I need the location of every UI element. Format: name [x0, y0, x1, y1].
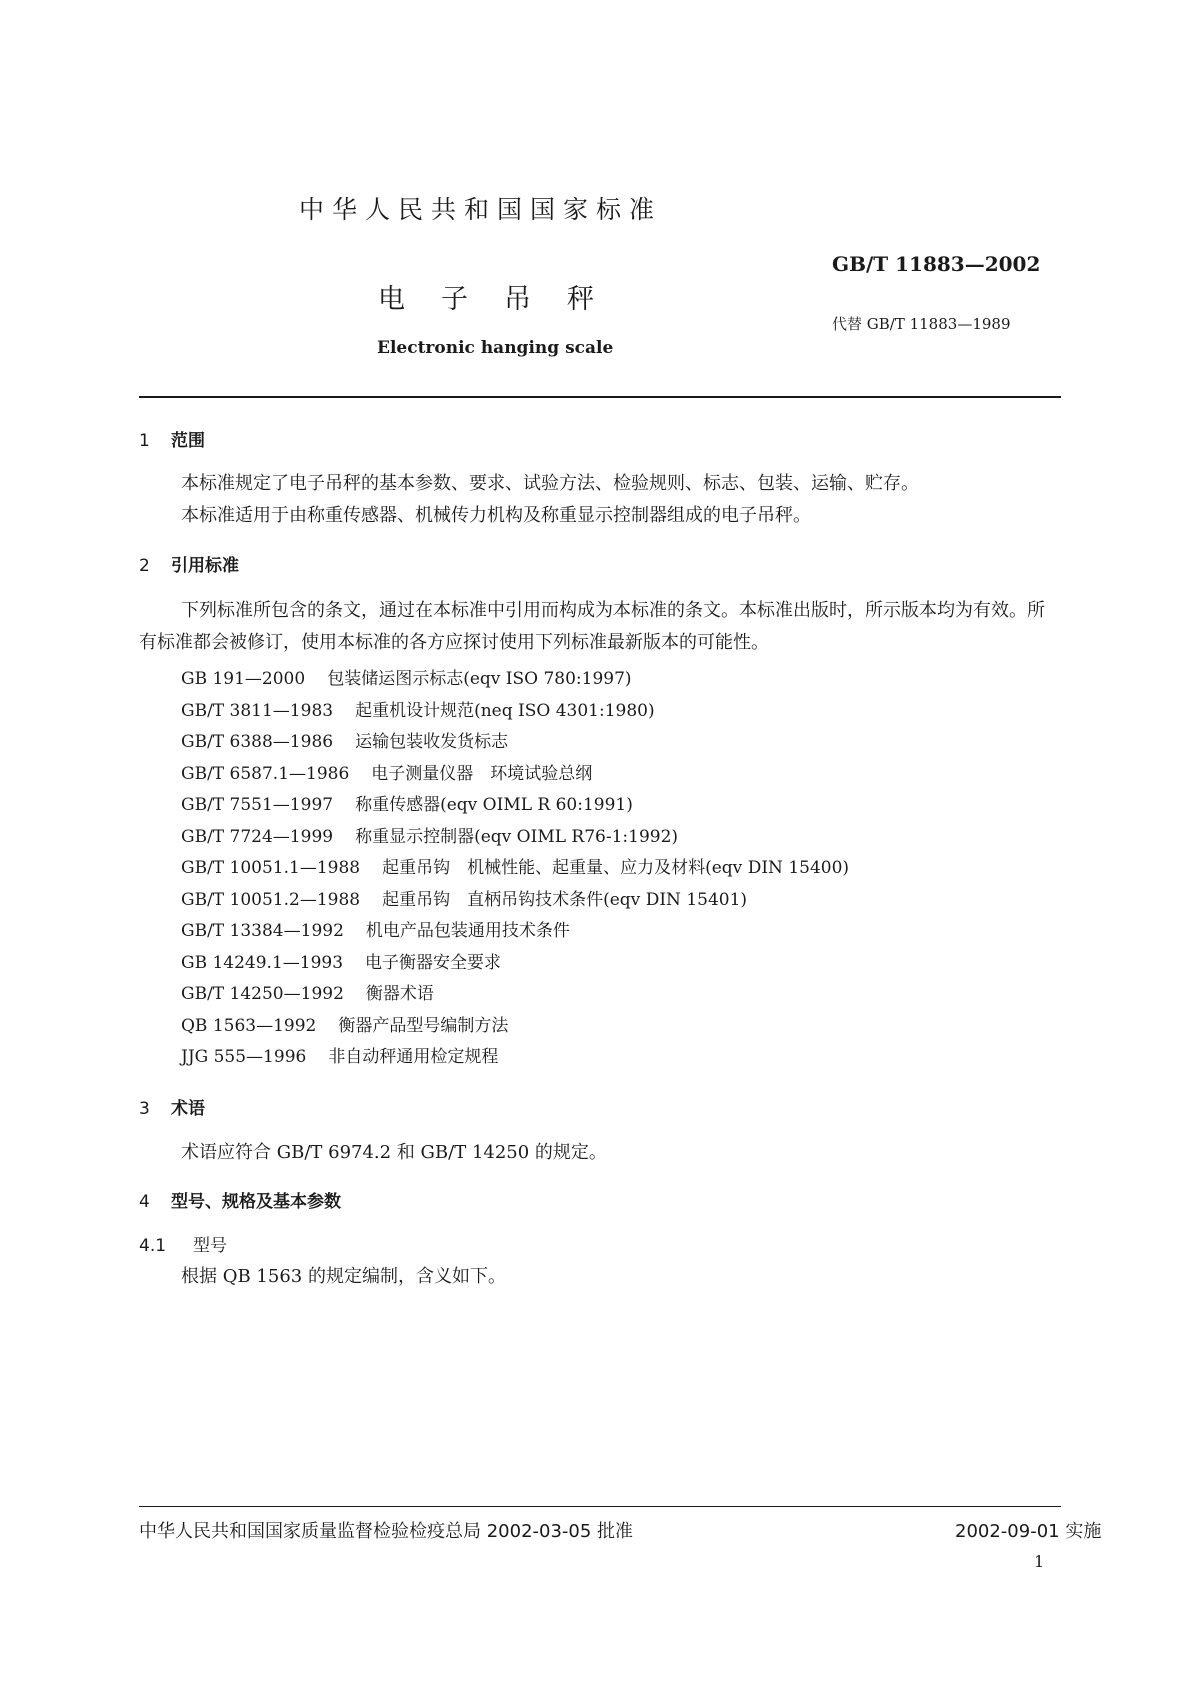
reference-code: JJG 555—1996: [181, 1047, 307, 1067]
reference-title: 称重传感器(eqv OIML R 60:1991): [355, 795, 633, 815]
reference-code: GB/T 10051.2—1988: [181, 890, 361, 910]
section-number: 1: [139, 431, 150, 451]
reference-title: 称重显示控制器(eqv OIML R76-1:1992): [355, 827, 679, 847]
approval-line: 中华人民共和国国家质量监督检验检疫总局 2002-03-05 批准: [139, 1521, 634, 1542]
reference-title: 衡器术语: [365, 984, 434, 1004]
reference-title: 包装储运图示标志(eqv ISO 780:1997): [327, 669, 632, 689]
reference-code: GB/T 3811—1983: [181, 701, 334, 721]
reference-item: [181, 1042, 498, 1067]
reference-code: GB/T 14250—1992: [181, 984, 344, 1004]
reference-code: GB/T 7551—1997: [181, 795, 334, 815]
section-title: 术语: [171, 1099, 205, 1119]
reference-title: 非自动秤通用检定规程: [328, 1047, 499, 1067]
reference-item: [181, 696, 655, 721]
section-number: 2: [139, 556, 150, 576]
standard-number: GB/T 11883—2002: [832, 252, 1041, 276]
section-3-heading: [139, 1094, 205, 1119]
reference-item: [181, 853, 849, 878]
reference-code: GB 14249.1—1993: [181, 953, 344, 973]
reference-item: [181, 727, 508, 752]
footer-divider: [139, 1506, 1061, 1507]
reference-code: GB 191—2000: [181, 669, 306, 689]
reference-item: [181, 948, 501, 973]
section-4-heading: [139, 1187, 341, 1212]
section-1-heading: [139, 426, 205, 451]
reference-code: QB 1563—1992: [181, 1016, 317, 1036]
section-number: 3: [139, 1099, 150, 1119]
reference-code: GB/T 6587.1—1986: [181, 764, 350, 784]
document-title-cn: 电子吊秤: [378, 284, 630, 315]
subsection-4-1-paragraph: 根据 QB 1563 的规定编制，含义如下。: [181, 1266, 506, 1287]
reference-code: GB/T 10051.1—1988: [181, 858, 361, 878]
reference-code: GB/T 6388—1986: [181, 732, 334, 752]
national-standard-heading: 中华人民共和国国家标准: [299, 195, 663, 224]
reference-code: GB/T 13384—1992: [181, 921, 344, 941]
section-title: 引用标准: [171, 556, 239, 576]
reference-item: [181, 1011, 508, 1036]
header-divider: [139, 396, 1061, 398]
reference-title: 衡器产品型号编制方法: [338, 1016, 509, 1036]
reference-code: GB/T 7724—1999: [181, 827, 334, 847]
section-2-heading: [139, 551, 239, 576]
section-title: 范围: [171, 431, 205, 451]
reference-item: [181, 916, 570, 941]
section-title: 型号、规格及基本参数: [171, 1192, 341, 1212]
section-2-intro: 下列标准所包含的条文，通过在本标准中引用而构成为本标准的条文。本标准出版时，所示版本均为有效。所有标准都会被修订，使用本标准的各方应探讨使用下列标准最新版本的可能性。: [139, 600, 1045, 653]
implementation-date: 2002-09-01 实施: [955, 1521, 1102, 1542]
reference-title: 电子衡器安全要求: [365, 953, 502, 973]
reference-title: 机电产品包装通用技术条件: [365, 921, 570, 941]
section-1-paragraph: 本标准适用于由称重传感器、机械传力机构及称重显示控制器组成的电子吊秤。: [181, 505, 811, 526]
reference-item: [181, 759, 592, 784]
document-title-en: Electronic hanging scale: [377, 338, 614, 358]
replaces-standard: 代替 GB/T 11883—1989: [832, 315, 1011, 333]
subsection-number: 4.1: [139, 1236, 167, 1256]
subsection-title: 型号: [193, 1236, 227, 1256]
reference-title: 起重机设计规范(neq ISO 4301:1980): [355, 701, 655, 721]
reference-item: [181, 979, 434, 1004]
reference-title: 起重吊钩 机械性能、起重量、应力及材料(eqv DIN 15400): [382, 858, 850, 878]
reference-item: [181, 885, 747, 910]
page-number: 1: [1034, 1552, 1045, 1571]
section-3-paragraph: 术语应符合 GB/T 6974.2 和 GB/T 14250 的规定。: [181, 1142, 607, 1163]
reference-title: 起重吊钩 直柄吊钩技术条件(eqv DIN 15401): [382, 890, 748, 910]
reference-item: [181, 790, 633, 815]
reference-item: [181, 664, 632, 689]
reference-title: 电子测量仪器 环境试验总纲: [371, 764, 593, 784]
reference-title: 运输包装收发货标志: [355, 732, 509, 752]
section-number: 4: [139, 1192, 150, 1212]
subsection-4-1-heading: [139, 1231, 227, 1256]
reference-item: [181, 822, 678, 847]
section-1-paragraph: 本标准规定了电子吊秤的基本参数、要求、试验方法、检验规则、标志、包装、运输、贮存。: [181, 473, 919, 494]
